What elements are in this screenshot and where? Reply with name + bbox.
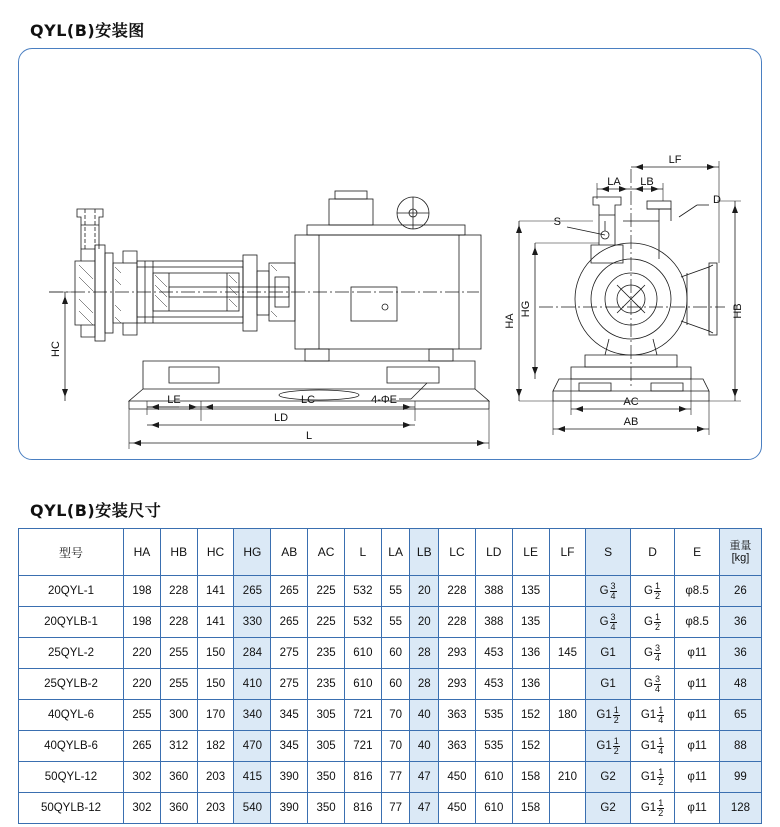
cell-ld: 388 bbox=[475, 607, 512, 638]
cell-model: 50QYLB-12 bbox=[19, 793, 124, 824]
dim-label-s: S bbox=[553, 216, 561, 228]
cell-la: 60 bbox=[381, 638, 410, 669]
cell-lc: 363 bbox=[439, 731, 476, 762]
col-header-ha: HA bbox=[124, 529, 161, 576]
cell-ab: 265 bbox=[271, 576, 308, 607]
cell-ha: 302 bbox=[124, 762, 161, 793]
cell-ab: 345 bbox=[271, 700, 308, 731]
cell-le: 136 bbox=[512, 669, 549, 700]
dim-label-hb: HB bbox=[732, 303, 744, 319]
cell-model: 50QYL-12 bbox=[19, 762, 124, 793]
cell-model: 20QYL-1 bbox=[19, 576, 124, 607]
cell-ld: 453 bbox=[475, 669, 512, 700]
cell-e: φ8.5 bbox=[675, 576, 720, 607]
cell-lc: 228 bbox=[439, 607, 476, 638]
cell-weight: 48 bbox=[719, 669, 761, 700]
cell-ld: 453 bbox=[475, 638, 512, 669]
cell-l: 610 bbox=[344, 638, 381, 669]
cell-hb: 312 bbox=[160, 731, 197, 762]
cell-hg: 415 bbox=[234, 762, 271, 793]
cell-ld: 610 bbox=[475, 793, 512, 824]
cell-l: 532 bbox=[344, 607, 381, 638]
cell-le: 135 bbox=[512, 576, 549, 607]
cell-le: 136 bbox=[512, 638, 549, 669]
cell-s: G1 $\frac{1}{2}$ bbox=[586, 700, 630, 731]
cell-weight: 36 bbox=[719, 607, 761, 638]
table-row bbox=[19, 700, 762, 731]
cell-l: 610 bbox=[344, 669, 381, 700]
cell-d: G $\frac{3}{4}$ bbox=[630, 669, 674, 700]
dim-label-ha: HA bbox=[504, 313, 516, 329]
cell-lb: 28 bbox=[410, 669, 439, 700]
cell-lf: 145 bbox=[549, 638, 586, 669]
col-header-hb: HB bbox=[160, 529, 197, 576]
cell-hg: 470 bbox=[234, 731, 271, 762]
cell-ha: 220 bbox=[124, 638, 161, 669]
col-header-ab: AB bbox=[271, 529, 308, 576]
cell-lf bbox=[549, 669, 586, 700]
dim-label-ab: AB bbox=[623, 416, 639, 428]
cell-d: G $\frac{3}{4}$ bbox=[630, 638, 674, 669]
cell-la: 70 bbox=[381, 731, 410, 762]
col-header-lc: LC bbox=[439, 529, 476, 576]
cell-le: 135 bbox=[512, 607, 549, 638]
cell-ac: 350 bbox=[308, 762, 345, 793]
cell-hb: 360 bbox=[160, 762, 197, 793]
cell-ac: 225 bbox=[308, 607, 345, 638]
dim-label-lb: LB bbox=[640, 176, 654, 188]
cell-lf: 210 bbox=[549, 762, 586, 793]
col-header-hc: HC bbox=[197, 529, 234, 576]
cell-hc: 203 bbox=[197, 762, 234, 793]
cell-la: 55 bbox=[381, 607, 410, 638]
cell-ha: 255 bbox=[124, 700, 161, 731]
table-row bbox=[19, 576, 762, 607]
cell-weight: 36 bbox=[719, 638, 761, 669]
cell-ab: 390 bbox=[271, 762, 308, 793]
cell-ld: 610 bbox=[475, 762, 512, 793]
cell-e: φ11 bbox=[675, 762, 720, 793]
col-header-s: S bbox=[586, 529, 630, 576]
col-header-l: L bbox=[344, 529, 381, 576]
col-header-lb: LB bbox=[410, 529, 439, 576]
installation-drawing-panel bbox=[18, 48, 762, 460]
cell-l: 721 bbox=[344, 700, 381, 731]
cell-weight: 65 bbox=[719, 700, 761, 731]
cell-hc: 141 bbox=[197, 576, 234, 607]
dim-label-ac: AC bbox=[623, 396, 639, 408]
cell-hg: 410 bbox=[234, 669, 271, 700]
col-header-ld: LD bbox=[475, 529, 512, 576]
cell-lc: 450 bbox=[439, 762, 476, 793]
cell-ab: 265 bbox=[271, 607, 308, 638]
cell-hg: 265 bbox=[234, 576, 271, 607]
cell-s: G $\frac{3}{4}$ bbox=[586, 607, 630, 638]
cell-e: φ11 bbox=[675, 700, 720, 731]
cell-d: G1 $\frac{1}{4}$ bbox=[630, 731, 674, 762]
dim-label-lf: LF bbox=[668, 154, 682, 166]
cell-la: 55 bbox=[381, 576, 410, 607]
cell-le: 158 bbox=[512, 762, 549, 793]
dim-label-hc: HC bbox=[50, 341, 62, 357]
cell-s: G1 bbox=[586, 638, 630, 669]
dim-label-lc: LC bbox=[300, 394, 316, 406]
cell-ha: 198 bbox=[124, 607, 161, 638]
cell-model: 20QYLB-1 bbox=[19, 607, 124, 638]
cell-lc: 228 bbox=[439, 576, 476, 607]
cell-hb: 255 bbox=[160, 669, 197, 700]
cell-d: G1 $\frac{1}{4}$ bbox=[630, 700, 674, 731]
cell-e: φ11 bbox=[675, 731, 720, 762]
installation-drawing-svg bbox=[19, 49, 761, 459]
cell-e: φ11 bbox=[675, 669, 720, 700]
dim-label-ld: LD bbox=[273, 412, 289, 424]
page-title-dimensions: QYL(B)安装尺寸 bbox=[30, 501, 162, 520]
cell-s: G1 $\frac{1}{2}$ bbox=[586, 731, 630, 762]
dimensions-table bbox=[18, 528, 762, 824]
cell-ha: 302 bbox=[124, 793, 161, 824]
cell-e: φ11 bbox=[675, 638, 720, 669]
cell-weight: 99 bbox=[719, 762, 761, 793]
cell-hc: 182 bbox=[197, 731, 234, 762]
cell-lf bbox=[549, 576, 586, 607]
dim-label-le: LE bbox=[167, 394, 181, 406]
table-row bbox=[19, 607, 762, 638]
cell-ld: 388 bbox=[475, 576, 512, 607]
cell-model: 40QYL-6 bbox=[19, 700, 124, 731]
cell-hc: 150 bbox=[197, 669, 234, 700]
cell-hg: 340 bbox=[234, 700, 271, 731]
dim-label-l: L bbox=[305, 430, 313, 442]
cell-lb: 20 bbox=[410, 576, 439, 607]
cell-model: 40QYLB-6 bbox=[19, 731, 124, 762]
cell-hb: 300 bbox=[160, 700, 197, 731]
dim-label-4-phi-e: 4-ΦE bbox=[371, 394, 397, 406]
cell-lf bbox=[549, 731, 586, 762]
cell-hg: 330 bbox=[234, 607, 271, 638]
cell-lf bbox=[549, 607, 586, 638]
cell-hb: 255 bbox=[160, 638, 197, 669]
col-header-weight bbox=[719, 529, 761, 576]
cell-s: G1 bbox=[586, 669, 630, 700]
cell-d: G1 $\frac{1}{2}$ bbox=[630, 793, 674, 824]
table-row bbox=[19, 731, 762, 762]
col-header-hg: HG bbox=[234, 529, 271, 576]
cell-lb: 40 bbox=[410, 731, 439, 762]
cell-weight: 26 bbox=[719, 576, 761, 607]
cell-lc: 363 bbox=[439, 700, 476, 731]
cell-weight: 128 bbox=[719, 793, 761, 824]
cell-s: G $\frac{3}{4}$ bbox=[586, 576, 630, 607]
cell-ab: 275 bbox=[271, 638, 308, 669]
cell-d: G $\frac{1}{2}$ bbox=[630, 576, 674, 607]
cell-lb: 47 bbox=[410, 793, 439, 824]
cell-le: 158 bbox=[512, 793, 549, 824]
cell-ha: 220 bbox=[124, 669, 161, 700]
cell-d: G1 $\frac{1}{2}$ bbox=[630, 762, 674, 793]
col-header-la: LA bbox=[381, 529, 410, 576]
cell-ac: 305 bbox=[308, 731, 345, 762]
cell-weight: 88 bbox=[719, 731, 761, 762]
cell-le: 152 bbox=[512, 731, 549, 762]
cell-lb: 28 bbox=[410, 638, 439, 669]
col-header-le: LE bbox=[512, 529, 549, 576]
cell-lb: 20 bbox=[410, 607, 439, 638]
dimensions-table-wrap bbox=[18, 528, 762, 824]
cell-la: 77 bbox=[381, 793, 410, 824]
cell-lb: 40 bbox=[410, 700, 439, 731]
weight-header-line2: [kg] bbox=[731, 552, 750, 564]
cell-la: 60 bbox=[381, 669, 410, 700]
cell-ld: 535 bbox=[475, 731, 512, 762]
cell-ac: 225 bbox=[308, 576, 345, 607]
cell-ac: 350 bbox=[308, 793, 345, 824]
col-header-ac: AC bbox=[308, 529, 345, 576]
table-header-row bbox=[19, 529, 762, 576]
col-header-model: 型号 bbox=[19, 529, 124, 576]
cell-ac: 305 bbox=[308, 700, 345, 731]
weight-header-line1: 重量 bbox=[729, 539, 752, 552]
dim-label-la: LA bbox=[607, 176, 621, 188]
cell-l: 721 bbox=[344, 731, 381, 762]
dim-label-d: D bbox=[713, 194, 721, 206]
cell-ab: 275 bbox=[271, 669, 308, 700]
cell-hb: 228 bbox=[160, 607, 197, 638]
cell-lc: 450 bbox=[439, 793, 476, 824]
cell-hb: 228 bbox=[160, 576, 197, 607]
cell-model: 25QYL-2 bbox=[19, 638, 124, 669]
cell-d: G $\frac{1}{2}$ bbox=[630, 607, 674, 638]
cell-ac: 235 bbox=[308, 638, 345, 669]
cell-la: 70 bbox=[381, 700, 410, 731]
col-header-e: E bbox=[675, 529, 720, 576]
cell-hc: 150 bbox=[197, 638, 234, 669]
cell-l: 816 bbox=[344, 793, 381, 824]
cell-lb: 47 bbox=[410, 762, 439, 793]
cell-ab: 390 bbox=[271, 793, 308, 824]
cell-hc: 170 bbox=[197, 700, 234, 731]
page-title-drawing: QYL(B)安装图 bbox=[30, 21, 145, 40]
col-header-d: D bbox=[630, 529, 674, 576]
cell-ab: 345 bbox=[271, 731, 308, 762]
cell-hc: 203 bbox=[197, 793, 234, 824]
table-body bbox=[19, 576, 762, 824]
table-row bbox=[19, 762, 762, 793]
cell-hb: 360 bbox=[160, 793, 197, 824]
cell-e: φ11 bbox=[675, 793, 720, 824]
cell-hg: 540 bbox=[234, 793, 271, 824]
cell-hc: 141 bbox=[197, 607, 234, 638]
cell-e: φ8.5 bbox=[675, 607, 720, 638]
cell-lc: 293 bbox=[439, 669, 476, 700]
cell-ha: 265 bbox=[124, 731, 161, 762]
page-watermark bbox=[0, 811, 780, 827]
table-row bbox=[19, 638, 762, 669]
col-header-lf: LF bbox=[549, 529, 586, 576]
dim-label-hg: HG bbox=[520, 300, 532, 318]
cell-s: G2 bbox=[586, 793, 630, 824]
cell-ac: 235 bbox=[308, 669, 345, 700]
cell-l: 532 bbox=[344, 576, 381, 607]
cell-l: 816 bbox=[344, 762, 381, 793]
cell-ha: 198 bbox=[124, 576, 161, 607]
cell-lc: 293 bbox=[439, 638, 476, 669]
cell-ld: 535 bbox=[475, 700, 512, 731]
table-row bbox=[19, 669, 762, 700]
cell-s: G2 bbox=[586, 762, 630, 793]
cell-le: 152 bbox=[512, 700, 549, 731]
cell-lf: 180 bbox=[549, 700, 586, 731]
cell-hg: 284 bbox=[234, 638, 271, 669]
cell-model: 25QYLB-2 bbox=[19, 669, 124, 700]
cell-la: 77 bbox=[381, 762, 410, 793]
